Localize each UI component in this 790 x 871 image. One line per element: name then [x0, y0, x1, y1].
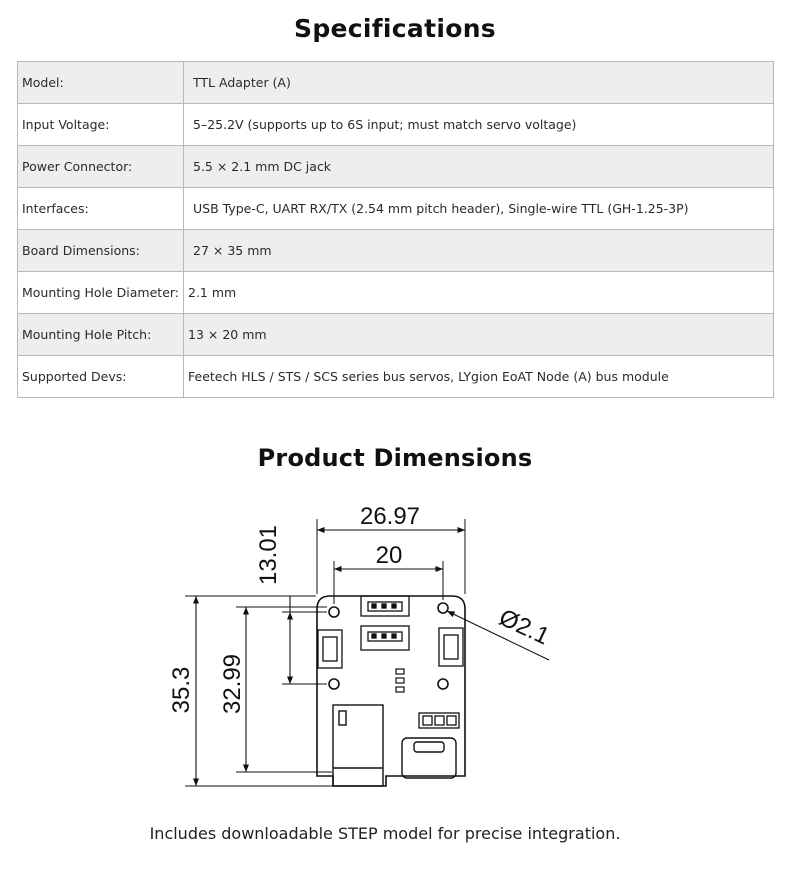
- dim-overall-height: 35.3: [168, 666, 195, 714]
- table-row: [18, 62, 774, 104]
- dim-overall-width: 26.97: [359, 503, 421, 530]
- specifications-table: [17, 61, 774, 398]
- table-row: [18, 188, 774, 230]
- table-row: [18, 314, 774, 356]
- footer-note: Includes downloadable STEP model for precise integration.: [149, 824, 621, 843]
- spec-label: Power Connector:: [18, 146, 184, 188]
- dimension-drawing: [150, 495, 570, 800]
- spec-label: Input Voltage:: [18, 104, 184, 146]
- spec-label: Interfaces:: [18, 188, 184, 230]
- spec-value: USB Type-C, UART RX/TX (2.54 mm pitch header), Single-wire TTL (GH-1.25-3P): [184, 188, 774, 230]
- dim-hole-offset-y: 13.01: [255, 524, 282, 586]
- spec-value: TTL Adapter (A): [184, 62, 774, 104]
- spec-value: 2.1 mm: [184, 272, 774, 314]
- spec-label: Mounting Hole Diameter:: [18, 272, 184, 314]
- spec-label: Mounting Hole Pitch:: [18, 314, 184, 356]
- spec-value: Feetech HLS / STS / SCS series bus servos, LYgion EoAT Node (A) bus module: [184, 356, 774, 398]
- spec-label: Board Dimensions:: [18, 230, 184, 272]
- spec-value: 5.5 × 2.1 mm DC jack: [184, 146, 774, 188]
- table-row: [18, 104, 774, 146]
- table-row: [18, 146, 774, 188]
- specifications-title: Specifications: [294, 14, 496, 43]
- dimensions-title: Product Dimensions: [257, 444, 533, 472]
- spec-value: 27 × 35 mm: [184, 230, 774, 272]
- table-row: [18, 356, 774, 398]
- board-outline: [317, 596, 465, 786]
- table-row: [18, 272, 774, 314]
- spec-value: 5–25.2V (supports up to 6S input; must match servo voltage): [184, 104, 774, 146]
- dim-hole-pitch-x: 20: [375, 542, 403, 569]
- table-row: [18, 230, 774, 272]
- dim-hole-span-y: 32.99: [219, 653, 246, 715]
- spec-value: 13 × 20 mm: [184, 314, 774, 356]
- spec-label: Supported Devs:: [18, 356, 184, 398]
- dim-hole-diameter: Ø2.1: [494, 603, 554, 651]
- spec-label: Model:: [18, 62, 184, 104]
